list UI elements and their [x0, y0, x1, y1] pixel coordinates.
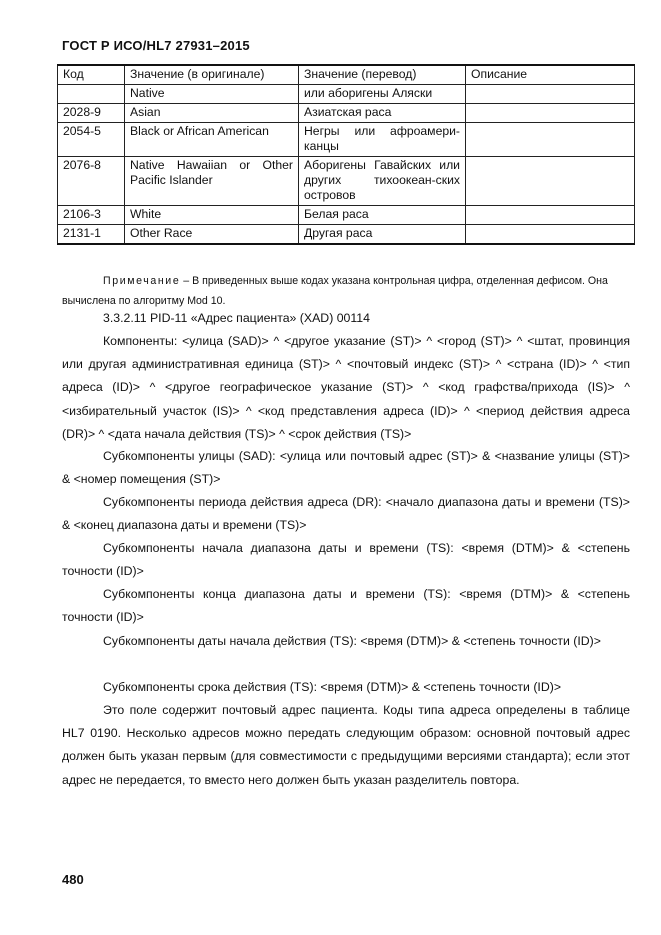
paragraph-range-start-subcomponents: Субкомпоненты начала диапазона даты и времени (TS): <время (DTM)> & <степень точности (ID)>	[62, 541, 630, 579]
code-cell: 2131-1	[58, 225, 125, 245]
table-note	[62, 271, 630, 311]
description-cell	[466, 104, 635, 123]
code-cell: 2076-8	[58, 157, 125, 206]
description-cell	[466, 123, 635, 157]
column-header-code: Код	[58, 65, 125, 85]
table-row	[58, 206, 635, 225]
translated-value-cell: Белая раса	[299, 206, 466, 225]
table-row	[58, 157, 635, 206]
table-row	[58, 123, 635, 157]
column-header-translated-value: Значение (перевод)	[299, 65, 466, 85]
code-cell	[58, 85, 125, 104]
original-value-cell: Native	[125, 85, 299, 104]
original-value-cell: Asian	[125, 104, 299, 123]
section-heading: 3.3.2.11 PID-11 «Адрес пациента» (XAD) 00114	[103, 311, 370, 325]
note-text: – В приведенных выше кодах указана контрольная цифра, отделенная дефисом. Она вычислена по алгоритму Mod 10.	[62, 275, 608, 307]
paragraph-components: Компоненты: <улица (SAD)> ^ <другое указание (ST)> ^ <город (ST)> ^ <штат, провинция или другая административная единица (ST)> ^ <почтовый индекс (ST)> ^ <страна (ID)> ^ <тип адреса (ID)> ^ <другое географическое указание (ST)> ^ <код графства/прихода (IS)> ^ <избирательный участок (IS)> ^ <код представления адреса (ID)> ^ <период действия адреса (DR)> ^ <дата начала действия (TS)> ^ <срок действия (TS)>	[62, 334, 630, 441]
paragraph-expiry-subcomponents: Субкомпоненты срока действия (TS): <время (DTM)> & <степень точности (ID)>	[103, 680, 562, 694]
translated-value-cell: Другая раса	[299, 225, 466, 245]
table-header-row	[58, 65, 635, 85]
description-cell	[466, 85, 635, 104]
paragraph-range-end-subcomponents: Субкомпоненты конца диапазона даты и времени (TS): <время (DTM)> & <степень точности (ID)>	[62, 587, 630, 625]
paragraph-period-subcomponents: Субкомпоненты периода действия адреса (DR): <начало диапазона даты и времени (TS)> & <конец диапазона даты и времени (TS)>	[62, 495, 630, 533]
code-cell: 2028-9	[58, 104, 125, 123]
original-value-cell: Native Hawaiian or Other Pacific Islander	[125, 157, 299, 206]
translated-value-cell: или аборигены Аляски	[299, 85, 466, 104]
table-row	[58, 85, 635, 104]
translated-value-cell: Азиатская раса	[299, 104, 466, 123]
paragraph-start-date-subcomponents: Субкомпоненты даты начала действия (TS): <время (DTM)> & <степень точности (ID)>	[103, 634, 601, 648]
table-row	[58, 225, 635, 245]
description-cell	[466, 225, 635, 245]
paragraph-street-subcomponents: Субкомпоненты улицы (SAD): <улица или почтовый адрес (ST)> & <название улицы (ST)> & <номер помещения (ST)>	[62, 449, 630, 487]
translated-value-cell: Негры или афроамери-канцы	[299, 123, 466, 157]
paragraph-field-description: Это поле содержит почтовый адрес пациента. Коды типа адреса определены в таблице HL7 0190. Несколько адресов можно передать следующим образом: основной почтовый адрес должен быть указан первым (для совместимости с предыдущими версиями стандарта); если этот адрес не передается, то вместо него должен быть указан разделитель повтора.	[62, 703, 630, 787]
code-cell: 2106-3	[58, 206, 125, 225]
race-codes-table	[57, 64, 635, 245]
original-value-cell: Other Race	[125, 225, 299, 245]
document-header: ГОСТ Р ИСО/HL7 27931–2015	[62, 38, 250, 53]
column-header-original-value: Значение (в оригинале)	[125, 65, 299, 85]
description-cell	[466, 206, 635, 225]
original-value-cell: Black or African American	[125, 123, 299, 157]
column-header-description: Описание	[466, 65, 635, 85]
original-value-cell: White	[125, 206, 299, 225]
translated-value-cell: Аборигены Гавайских или других тихоокеан-ских островов	[299, 157, 466, 206]
code-cell: 2054-5	[58, 123, 125, 157]
note-label: Примечание	[103, 275, 181, 287]
page-number: 480	[62, 872, 84, 887]
description-cell	[466, 157, 635, 206]
table-row	[58, 104, 635, 123]
